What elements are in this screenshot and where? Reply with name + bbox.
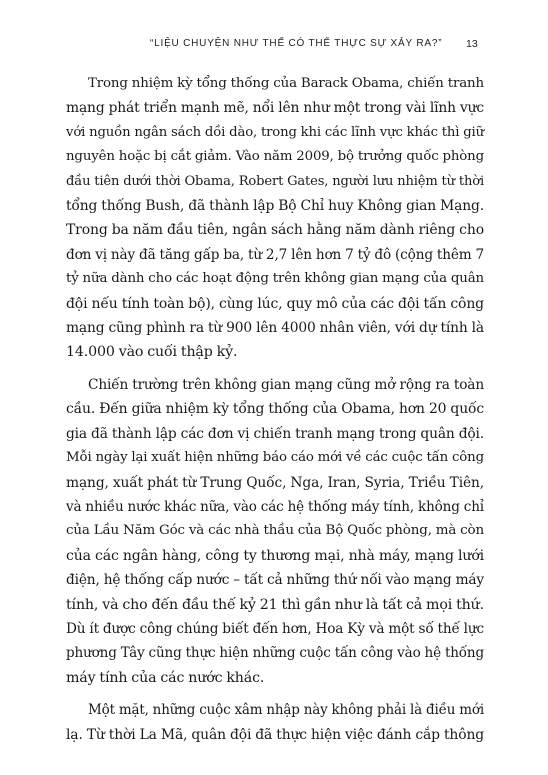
text-line: tỷ nữa dành cho các hoạt động trên không gian mạng của quân [66,271,484,287]
text-line: mạng cũng phình ra từ 900 lên 4000 nhân viên, với dự tính là [66,320,484,337]
text-line: điện, hệ thống cấp nước – tất cả những thứ nối vào mạng máy [66,572,484,589]
text-line: Dù ít được công chúng biết đến hơn, Hoa Kỳ và một số thế lực [66,620,484,637]
text-line: của các ngân hàng, công ty thương mại, nhà máy, mạng lưới [66,547,484,564]
text-line: mạng phát triển mạnh mẽ, nổi lên như một trong vài lĩnh vực [66,100,484,117]
paragraph-3 [66,698,484,747]
text-line: của Lầu Năm Góc và các nhà thầu của Bộ Quốc phòng, mà còn [66,523,484,539]
text-line: lạ. Từ thời La Mã, quân đội đã thực hiện việc đánh cắp thông [66,726,484,743]
text-line: đội nếu tính toàn bộ), cùng lúc, quy mô của các đội tấn công [66,295,484,312]
text-line: Chiến trường trên không gian mạng cũng mở rộng ra toàn [88,376,484,393]
text-line: đơn vị này đã tăng gấp ba, từ 2,7 lên hơn 7 tỷ đô (cộng thêm 7 [66,246,484,263]
text-line: máy tính của các nước khác. [66,669,265,686]
text-line: với nguồn ngân sách dồi dào, trong khi các lĩnh vực khác thì giữ [66,124,484,140]
text-line: Trong ba năm đầu tiên, ngân sách hằng năm dành riêng cho [66,222,484,239]
text-line: nguyên hoặc bị cắt giảm. Vào năm 2009, bộ trưởng quốc phòng [66,149,484,165]
page-header [0,38,548,54]
paragraph-2 [66,373,484,690]
text-line: gia đã thành lập các đơn vị chiến tranh mạng trong quân đội. [66,425,484,442]
text-line: cầu. Đến giữa nhiệm kỳ tổng thống của Obama, hơn 20 quốc [66,401,484,418]
body-text [66,72,484,755]
text-line: mạng, xuất phát từ Trung Quốc, Nga, Iran, Syria, Triều Tiên, [66,474,484,491]
text-line: Một mặt, những cuộc xâm nhập này không phải là điều mới [88,702,484,719]
text-line: phương Tây cũng thực hiện những cuộc tấn công vào hệ thống [66,645,484,662]
text-line: đầu tiên dưới thời Obama, Robert Gates, người lưu nhiệm từ thời [66,173,484,189]
text-line: và nhiều nước khác nữa, vào các hệ thống máy tính, không chỉ [66,498,484,515]
text-line: Mỗi ngày lại xuất hiện những báo cáo mới về các cuộc tấn công [66,450,484,466]
running-title: “LIỆU CHUYỆN NHƯ THẾ CÓ THỂ THỰC SỰ XẢY RA?” [150,38,443,49]
text-line: tổng thống Bush, đã thành lập Bộ Chỉ huy Không gian Mạng. [66,198,484,215]
text-line: tính, và cho đến đầu thế kỷ 21 thì gần như là tất cả mọi thứ. [66,596,484,613]
paragraph-1 [66,72,484,365]
text-line: Trong nhiệm kỳ tổng thống của Barack Obama, chiến tranh [88,76,484,91]
page-number: 13 [466,38,478,50]
text-line: 14.000 vào cuối thập kỷ. [66,344,238,361]
